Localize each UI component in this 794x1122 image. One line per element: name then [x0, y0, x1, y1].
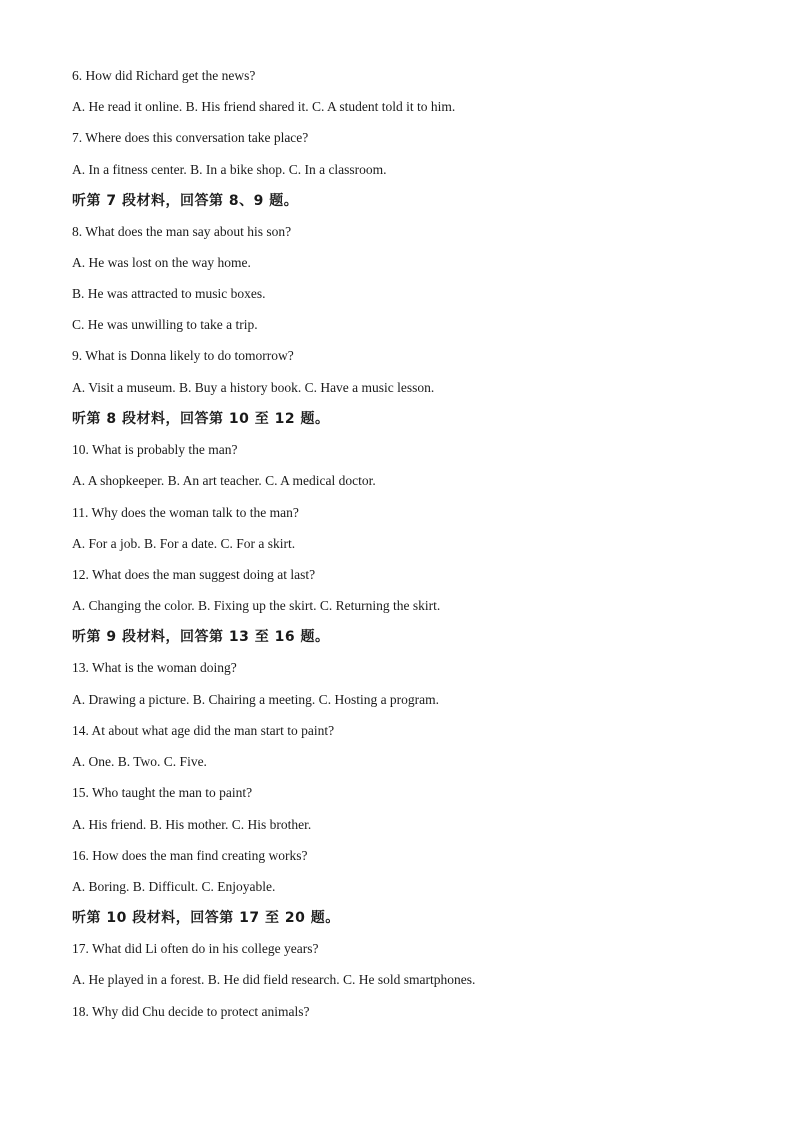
- section-heading-8: 听第 8 段材料，回答第 10 至 12 题。: [72, 411, 330, 427]
- question-17: 17. What did Li often do in his college years?: [72, 941, 319, 956]
- question-6: 6. How did Richard get the news?: [72, 68, 256, 83]
- question-13: 13. What is the woman doing?: [72, 660, 237, 675]
- options-6: A. He read it online. B. His friend shared it. C. A student told it to him.: [72, 99, 456, 114]
- question-16: 16. How does the man find creating works?: [72, 848, 308, 863]
- question-9: 9. What is Donna likely to do tomorrow?: [72, 348, 294, 363]
- question-8: 8. What does the man say about his son?: [72, 224, 292, 239]
- options-11: A. For a job. B. For a date. C. For a skirt.: [72, 536, 296, 551]
- options-9: A. Visit a museum. B. Buy a history book. C. Have a music lesson.: [72, 380, 435, 395]
- question-15: 15. Who taught the man to paint?: [72, 785, 253, 800]
- options-13: A. Drawing a picture. B. Chairing a meeting. C. Hosting a program.: [72, 692, 440, 707]
- question-18: 18. Why did Chu decide to protect animals?: [72, 1004, 310, 1019]
- question-10: 10. What is probably the man?: [72, 442, 238, 457]
- option-8c: C. He was unwilling to take a trip.: [72, 317, 258, 332]
- question-12: 12. What does the man suggest doing at last?: [72, 567, 316, 582]
- section-heading-9: 听第 9 段材料，回答第 13 至 16 题。: [72, 629, 330, 645]
- section-heading-10: 听第 10 段材料，回答第 17 至 20 题。: [72, 910, 340, 926]
- options-17: A. He played in a forest. B. He did field research. C. He sold smartphones.: [72, 972, 476, 987]
- option-8b: B. He was attracted to music boxes.: [72, 286, 266, 301]
- options-10: A. A shopkeeper. B. An art teacher. C. A medical doctor.: [72, 473, 376, 488]
- question-7: 7. Where does this conversation take place?: [72, 130, 309, 145]
- options-15: A. His friend. B. His mother. C. His brother.: [72, 817, 312, 832]
- question-11: 11. Why does the woman talk to the man?: [72, 505, 299, 520]
- option-8a: A. He was lost on the way home.: [72, 255, 251, 270]
- options-7: A. In a fitness center. B. In a bike shop. C. In a classroom.: [72, 162, 387, 177]
- options-14: A. One. B. Two. C. Five.: [72, 754, 207, 769]
- options-16: A. Boring. B. Difficult. C. Enjoyable.: [72, 879, 276, 894]
- question-14: 14. At about what age did the man start to paint?: [72, 723, 335, 738]
- section-heading-7: 听第 7 段材料，回答第 8、9 题。: [72, 193, 299, 209]
- options-12: A. Changing the color. B. Fixing up the skirt. C. Returning the skirt.: [72, 598, 441, 613]
